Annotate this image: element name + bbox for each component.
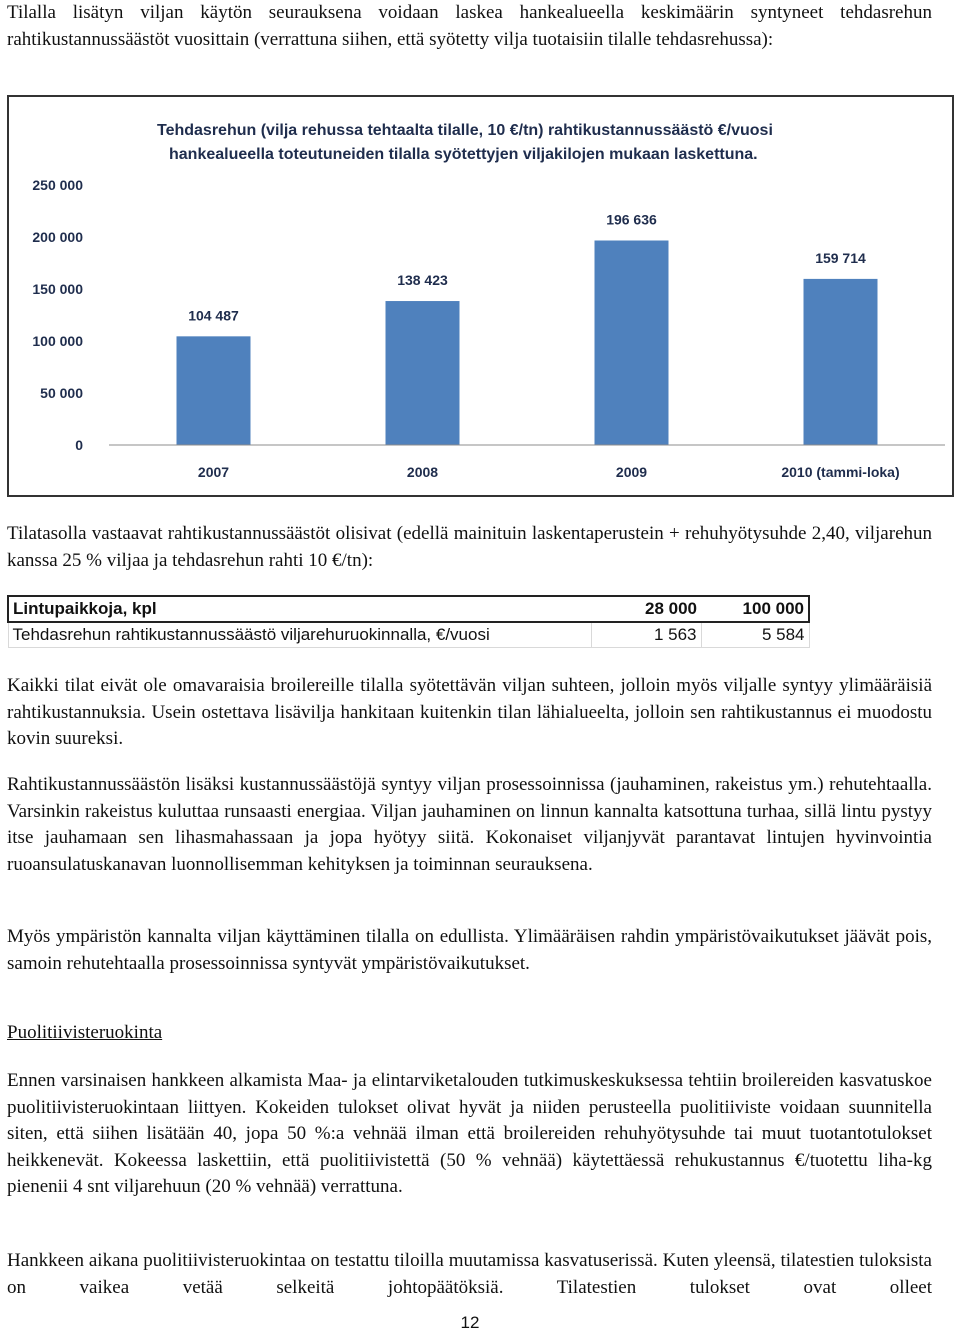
y-tick-label: 0 — [75, 437, 83, 453]
bar-2007 — [177, 336, 251, 445]
bar-value-label: 159 714 — [815, 249, 866, 266]
bar-2009 — [595, 240, 669, 445]
bar-chart-svg — [9, 97, 952, 495]
table-header-value-2: 100 000 — [701, 596, 809, 622]
paragraph-7: Hankkeen aikana puolitiivisteruokintaa on testattu tiloilla muutamissa kasvatuserissä. Kuten yleensä, tilatestien tuloksista on vaikea vetää selkeitä johtopäätöksiä. Tilatestien tulokset ovat olleet — [7, 1250, 932, 1298]
intro-paragraph: Tilalla lisätyn viljan käytön seurauksena voidaan laskea hankealueella keskimäärin syntyneet tehdasrehun rahtikustannussäästöt vuosittain (verrattuna siihen, että syötetty vilja tuotaisiin tilalle tehdasrehussa): — [7, 2, 932, 50]
table-header-row — [8, 596, 809, 622]
chart-title-line2: hankealueella toteutuneiden tilalla syötettyjen viljakilojen mukaan laskettuna. — [169, 146, 758, 163]
bar-2008 — [386, 301, 460, 445]
table-row — [8, 622, 809, 648]
bars — [177, 211, 878, 445]
freight-savings-chart — [7, 95, 954, 497]
bar-value-label: 196 636 — [606, 211, 657, 228]
y-tick-label: 100 000 — [32, 333, 83, 349]
paragraph-5: Myös ympäristön kannalta viljan käyttäminen tilalla on edullista. Ylimääräisen rahdin ympäristövaikutukset jäävät pois, samoin rehutehtaalla prosessoinnissa syntyvät ympäristövaikutukset. — [7, 926, 932, 974]
y-tick-label: 250 000 — [32, 177, 83, 193]
chart-title-line1: Tehdasrehun (vilja rehussa tehtaalta tilalle, 10 €/tn) rahtikustannussäästö €/vuosi — [157, 122, 773, 139]
x-tick-label: 2010 (tammi-loka) — [781, 464, 900, 480]
paragraph-2: Tilatasolla vastaavat rahtikustannussäästöt olisivat (edellä mainituin laskentaperustein + rehuhyötysuhde 2,40, viljarehun kanssa 25 % viljaa ja tehdasrehun rahti 10 €/tn): — [7, 523, 932, 571]
table-header-label: Lintupaikkoja, kpl — [8, 596, 591, 622]
y-tick-label: 50 000 — [40, 385, 83, 401]
bar-value-label: 138 423 — [397, 272, 448, 289]
paragraph-6: Ennen varsinaisen hankkeen alkamista Maa- ja elintarviketalouden tutkimuskeskuksessa tehtiin broilereiden kasvatuskoe puolitiivisteruokintaan liittyen. Kokeiden tulokset olivat hyvät ja niiden perusteella puolitiiviste voidaan suunnitella siten, että siihen lisätään 40, jopa 50 %:a vehnää ilman että broilereiden rehuhyötysuhde tai muut tuotantotulokset heikkenevät. Kokeessa laskettiin, että puolitiivistettä (50 % vehnää) käytettäessä rehukustannus €/tuotettu liha-kg pienenii 4 snt viljarehuun (20 % vehnää) verrattuna. — [7, 1070, 932, 1197]
page-number: 12 — [460, 1313, 480, 1332]
paragraph-3: Kaikki tilat eivät ole omavaraisia broilereille tilalla syötettävän viljan suhteen, jolloin myös viljalle syntyy ylimääräisiä rahtikustannuksia. Usein ostettava lisävilja hankitaan kuitenkin tilan lähialueelta, jolloin sen rahtikustannus ei muodostu kovin suureksi. — [7, 675, 932, 749]
table-header-value-1: 28 000 — [591, 596, 701, 622]
bar-value-label: 104 487 — [188, 307, 239, 324]
y-axis — [32, 177, 83, 453]
y-tick-label: 150 000 — [32, 281, 83, 297]
x-tick-label: 2008 — [406, 464, 439, 480]
x-axis — [109, 445, 945, 480]
table-row-label: Tehdasrehun rahtikustannussäästö viljarehuruokinnalla, €/vuosi — [8, 622, 591, 648]
y-tick-label: 200 000 — [32, 229, 83, 245]
section-heading: Puolitiivisteruokinta — [7, 1022, 163, 1043]
x-tick-label: 2007 — [197, 464, 230, 480]
table-row-value-2: 5 584 — [701, 622, 809, 648]
paragraph-4: Rahtikustannussäästön lisäksi kustannussäästöjä syntyy viljan prosessoinnissa (jauhaminen, rakeistus ym.) rehutehtaalla. Varsinkin rakeistus kuluttaa runsaasti energiaa. Viljan jauhaminen on linnun kannalta katsottuna turhaa, sillä lintu pystyy itse jauhamaan sen lihasmahassaan ja jopa hyötyy siitä. Kokonaiset viljanjyvät parantavat lintujen hyvinvointia ruoansulatuskanavan luonnollisemman kehityksen ja toiminnan seurauksena. — [7, 774, 932, 875]
bar-2010 — [804, 279, 878, 445]
x-tick-label: 2009 — [615, 464, 648, 480]
savings-table — [7, 595, 810, 648]
table-row-value-1: 1 563 — [591, 622, 701, 648]
